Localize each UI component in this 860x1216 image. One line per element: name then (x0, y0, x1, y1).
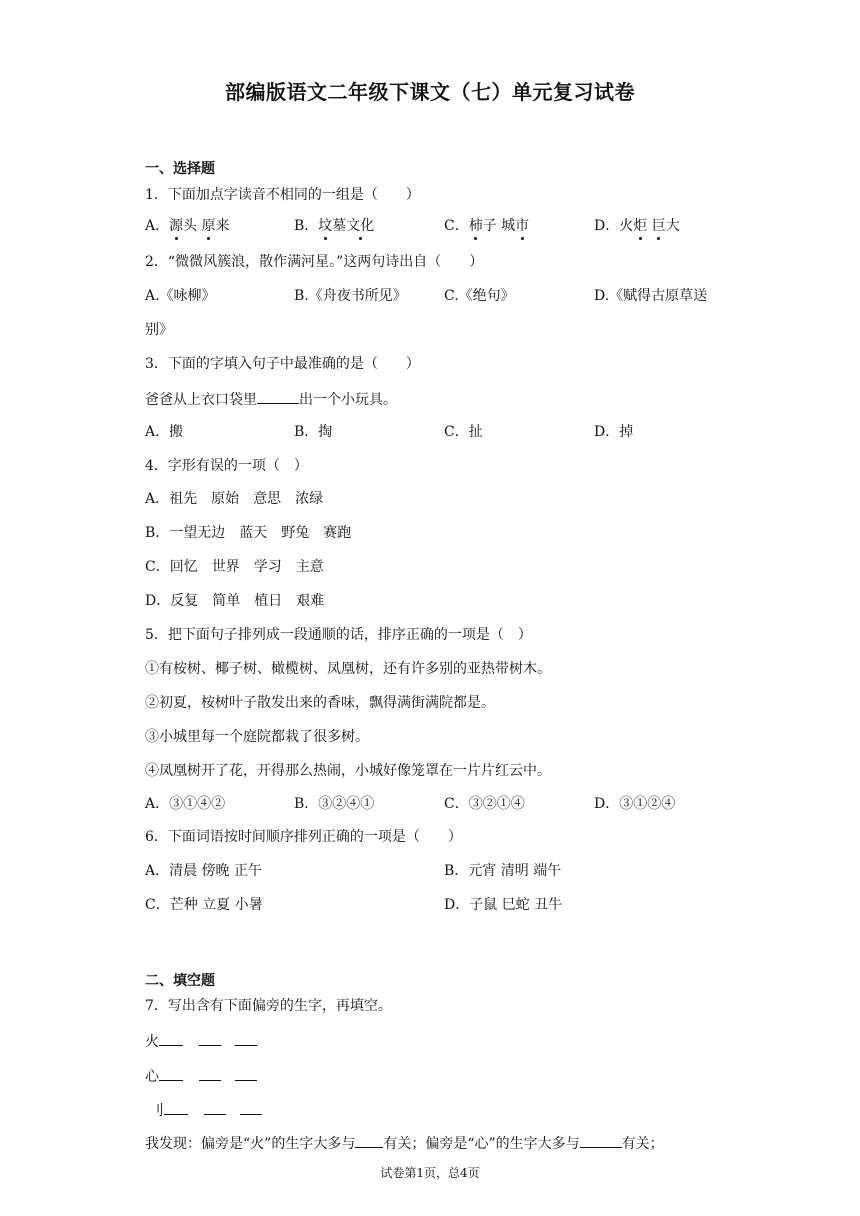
q6-option-a: A．清晨 傍晚 正午 (145, 863, 263, 879)
char: 大 (665, 218, 680, 234)
finding-text: 我发现：偏旁是“火”的生字大多与 (145, 1136, 356, 1152)
fill-blank[interactable] (235, 1031, 257, 1046)
q5-sentence-4: ④凤凰树开了花，开得那么热闹，小城好像笼罩在一片片红云中。 (145, 763, 551, 779)
radical: 火 (145, 1034, 159, 1050)
q1-option-d (594, 217, 680, 235)
q7-finding-line (145, 1133, 664, 1153)
q3-option-a: A．搬 (145, 424, 184, 440)
q5-option-c: C．③②①④ (444, 796, 525, 812)
q6-option-b: B．元宵 清明 端午 (444, 863, 562, 879)
fill-blank[interactable] (257, 389, 299, 404)
dotted-char: 巨 (651, 218, 666, 234)
q3-option-d: D．掉 (594, 424, 634, 440)
q2-option-a: A.《咏柳》 (145, 288, 216, 304)
option-label: B． (294, 218, 319, 234)
dotted-char: 市 (515, 218, 530, 234)
section-heading-choice: 一、选择题 (145, 161, 215, 177)
q5-option-b: B．③②④① (294, 796, 375, 812)
char: 来 (215, 218, 230, 234)
finding-text: 有关； (621, 1136, 664, 1152)
q2-option-d-continued: 别》 (145, 322, 173, 338)
fill-blank[interactable] (204, 1100, 226, 1115)
question-3-stem: 3．下面的字填入句子中最准确的是（ ） (145, 356, 420, 372)
q4-option-d: D．反复 简单 植日 艰难 (145, 593, 325, 609)
q1-option-a (145, 217, 230, 235)
exam-title: 部编版语文二年级下课文（七）单元复习试卷 (225, 80, 635, 104)
q5-sentence-2: ②初夏，桉树叶子散发出来的香味，飘得满街满院都是。 (145, 695, 495, 711)
fill-blank[interactable] (159, 1066, 183, 1081)
fill-blank[interactable] (235, 1066, 257, 1081)
fill-blank[interactable] (580, 1133, 622, 1148)
q6-option-d: D．子鼠 巳蛇 丑牛 (444, 897, 563, 913)
q2-option-d: D.《赋得古原草送 (594, 288, 708, 304)
question-4-stem: 4．字形有误的一项（ ） (145, 458, 308, 474)
option-label: A． (145, 218, 170, 234)
fill-blank[interactable] (159, 1031, 183, 1046)
char: 子 城 (482, 218, 516, 234)
fill-blank[interactable] (199, 1031, 221, 1046)
option-label: D． (594, 218, 620, 234)
page-footer: 试卷第1页，总4页 (380, 1166, 480, 1180)
q7-radical-row-1 (145, 1031, 257, 1051)
radical: 心 (145, 1069, 159, 1085)
q5-option-a: A．③①④② (145, 796, 226, 812)
radical: 刂 (150, 1103, 164, 1119)
q4-option-a: A．祖先 原始 意思 浓绿 (145, 491, 324, 507)
q5-sentence-1: ①有桉树、椰子树、橄榄树、凤凰树，还有许多别的亚热带树木。 (145, 661, 551, 677)
fill-blank[interactable] (164, 1100, 188, 1115)
char: 头 (183, 218, 198, 234)
q6-option-c: C．芒种 立夏 小暑 (145, 897, 263, 913)
question-5-stem: 5．把下面句子排列成一段通顺的话，排序正确的一项是（ ） (145, 627, 532, 643)
q5-option-d: D．③①②④ (594, 796, 676, 812)
q5-sentence-3: ③小城里每一个庭院都栽了很多树。 (145, 729, 369, 745)
q3-option-b: B．掏 (294, 424, 333, 440)
fill-blank[interactable] (240, 1100, 262, 1115)
dotted-char: 炬 (633, 218, 648, 234)
finding-text: 有关；偏旁是“心”的生字大多与 (383, 1136, 580, 1152)
q2-option-b: B.《舟夜书所见》 (294, 288, 407, 304)
fill-blank[interactable] (355, 1133, 383, 1148)
q1-option-b (294, 217, 374, 235)
q1-option-c (444, 217, 529, 235)
dotted-char: 文化 (346, 218, 375, 234)
fill-blank[interactable] (199, 1066, 221, 1081)
question-2-stem: 2．“微微风簇浪，散作满河星。”这两句诗出自（ ） (145, 254, 484, 270)
char: 墓 (332, 218, 347, 234)
q7-radical-row-3 (145, 1100, 262, 1120)
dotted-char: 柿 (468, 218, 483, 234)
dotted-char: 原 (201, 218, 216, 234)
q3-sentence (145, 389, 397, 409)
question-1-stem: 1．下面加点字读音不相同的一组是（ ） (145, 187, 420, 203)
sentence-part: 出一个小玩具。 (299, 392, 397, 408)
q2-option-c: C.《绝句》 (444, 288, 515, 304)
q7-radical-row-2 (145, 1066, 257, 1086)
char: 火 (619, 218, 634, 234)
question-6-stem: 6．下面词语按时间顺序排列正确的一项是（ ） (145, 829, 462, 845)
q4-option-b: B．一望无边 蓝天 野兔 赛跑 (145, 525, 352, 541)
dotted-char: 坟 (318, 218, 333, 234)
option-label: C． (444, 218, 469, 234)
section-heading-fill: 二、填空题 (145, 973, 215, 989)
q4-option-c: C．回忆 世界 学习 主意 (145, 559, 324, 575)
sentence-part: 爸爸从上衣口袋里 (145, 392, 257, 408)
question-7-stem: 7．写出含有下面偏旁的生字，再填空。 (145, 998, 392, 1014)
dotted-char: 源 (169, 218, 184, 234)
q3-option-c: C．扯 (444, 424, 483, 440)
